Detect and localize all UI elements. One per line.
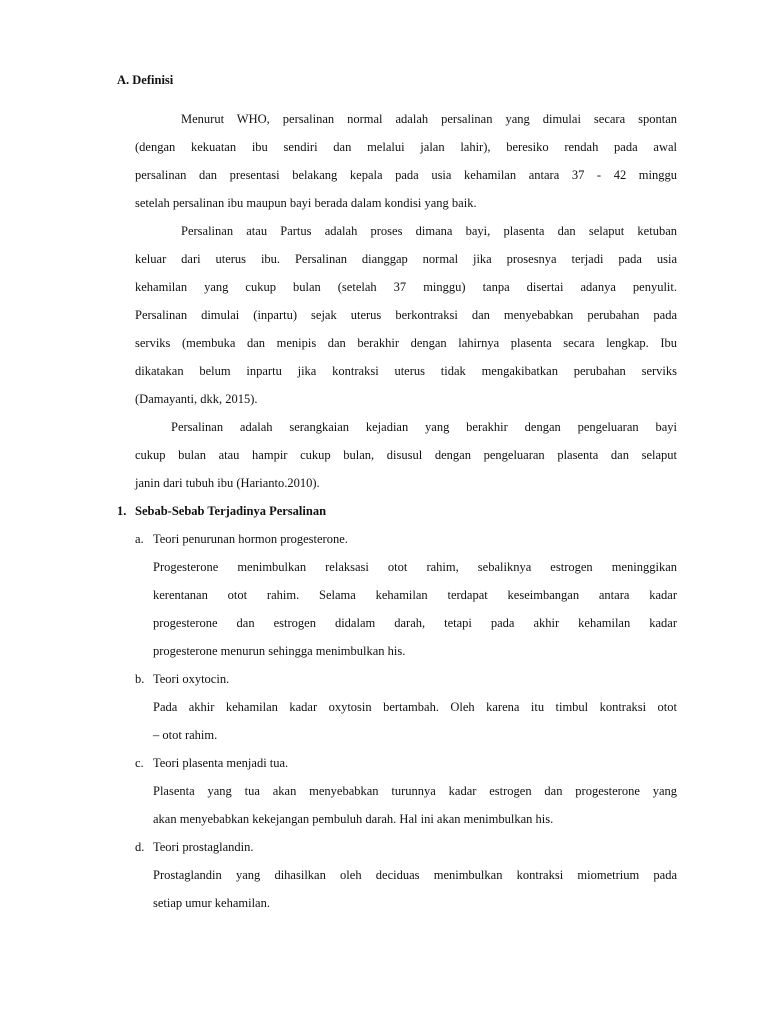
para2-line: Persalinan dimulai (inpartu) sejak uterus berkontraksi dan menyebabkan perubahan pada — [135, 308, 677, 322]
subsection-number: 1. — [117, 504, 127, 518]
item-title: Teori penurunan hormon progesterone. — [153, 532, 348, 546]
para2-line: Persalinan atau Partus adalah proses dimana bayi, plasenta dan selaput ketuban — [181, 224, 677, 238]
item-title: Teori oxytocin. — [153, 672, 230, 686]
para2-line: serviks (membuka dan menipis dan berakhir dengan lahirnya plasenta secara lengkap. Ibu — [135, 336, 677, 350]
para1-line: Menurut WHO, persalinan normal adalah persalinan yang dimulai secara spontan — [181, 112, 677, 126]
subsection-title: Sebab-Sebab Terjadinya Persalinan — [135, 504, 327, 518]
para2-line: kehamilan yang cukup bulan (setelah 37 minggu) tanpa disertai adanya penyulit. — [135, 280, 677, 294]
item-title: Teori plasenta menjadi tua. — [153, 756, 289, 770]
para2-line: dikatakan belum inpartu jika kontraksi uterus tidak mengakibatkan perubahan serviks — [135, 364, 677, 378]
para1-line: persalinan dan presentasi belakang kepala pada usia kehamilan antara 37 - 42 minggu — [135, 168, 677, 182]
para1-line: (dengan kekuatan ibu sendiri dan melalui jalan lahir), beresiko rendah pada awal — [135, 140, 677, 154]
para2-line: (Damayanti, dkk, 2015). — [135, 392, 258, 406]
para1-line: setelah persalinan ibu maupun bayi berada dalam kondisi yang baik. — [135, 196, 477, 210]
item-marker: d. — [135, 840, 145, 854]
item-title: Teori prostaglandin. — [153, 840, 254, 854]
item-body-line: akan menyebabkan kekejangan pembuluh darah. Hal ini akan menimbulkan his. — [153, 812, 554, 826]
item-body-line: progesterone dan estrogen didalam darah, tetapi pada akhir kehamilan kadar — [153, 616, 677, 630]
para2-line: keluar dari uterus ibu. Persalinan dianggap normal jika prosesnya terjadi pada usia — [135, 252, 677, 266]
item-body-line: Pada akhir kehamilan kadar oxytosin bertambah. Oleh karena itu timbul kontraksi otot — [153, 700, 677, 714]
para3-line: cukup bulan atau hampir cukup bulan, disusul dengan pengeluaran plasenta dan selaput — [135, 448, 677, 462]
item-body-line: Plasenta yang tua akan menyebabkan turunnya kadar estrogen dan progesterone yang — [153, 784, 677, 798]
para3-line: janin dari tubuh ibu (Harianto.2010). — [135, 476, 320, 490]
item-marker: a. — [135, 532, 144, 546]
item-body-line: Prostaglandin yang dihasilkan oleh deciduas menimbulkan kontraksi miometrium pada — [153, 868, 677, 882]
item-marker: c. — [135, 756, 144, 770]
item-marker: b. — [135, 672, 145, 686]
item-body-line: progesterone menurun sehingga menimbulkan his. — [153, 644, 406, 658]
item-body-line: setiap umur kehamilan. — [153, 896, 270, 910]
item-body-line: – otot rahim. — [153, 728, 218, 742]
item-body-line: Progesterone menimbulkan relaksasi otot rahim, sebaliknya estrogen meninggikan — [153, 560, 677, 574]
item-body-line: kerentanan otot rahim. Selama kehamilan terdapat keseimbangan antara kadar — [153, 588, 677, 602]
para3-line: Persalinan adalah serangkaian kejadian yang berakhir dengan pengeluaran bayi — [171, 420, 677, 434]
section-heading: A. Definisi — [117, 73, 174, 87]
